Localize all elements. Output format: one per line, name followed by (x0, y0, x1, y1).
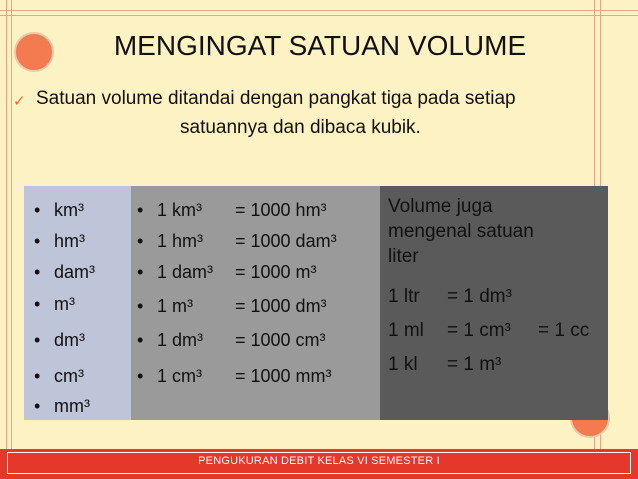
liter-note-line-3: liter (388, 246, 419, 267)
conversion-row: • 1 hm³ (137, 231, 204, 251)
liter-row-a: 1 ml (388, 320, 424, 341)
unit-item: • m³ (34, 294, 75, 314)
liter-note-line-1: Volume juga (388, 196, 493, 217)
conversion-value: = 1000 mm³ (235, 366, 332, 386)
liter-row-b: = 1 m³ (447, 354, 502, 375)
conversion-row: • 1 dam³ (137, 262, 214, 282)
decor-line-left (6, 0, 7, 479)
footer-text: PENGUKURAN DEBIT KELAS VI SEMESTER I (198, 455, 440, 467)
liter-row-b: = 1 cm³ (447, 320, 511, 341)
conversion-row: • 1 dm³ (137, 330, 204, 350)
conversion-value: = 1000 m³ (235, 262, 317, 282)
decor-line-top-2 (0, 15, 638, 16)
intro-line-2: satuannya dan dibaca kubik. (180, 117, 421, 138)
checkmark-bullet-icon: ✓ (13, 93, 26, 110)
decor-line-top (0, 10, 638, 11)
conversion-row: • 1 km³ (137, 200, 202, 220)
conversion-row: • 1 m³ (137, 296, 193, 316)
unit-item: • hm³ (34, 231, 85, 251)
decor-circle-top-left (14, 32, 54, 72)
liter-note-line-2: mengenal satuan (388, 221, 534, 242)
unit-item: • cm³ (34, 366, 84, 386)
page-title: MENGINGAT SATUAN VOLUME (113, 30, 527, 61)
unit-item: • mm³ (34, 396, 90, 416)
liter-row-a: 1 kl (388, 354, 418, 375)
decor-line-left-2 (11, 0, 12, 479)
conversion-row: • 1 cm³ (137, 366, 202, 386)
conversion-value: = 1000 cm³ (235, 330, 326, 350)
unit-item: • km³ (34, 200, 84, 220)
conversion-value: = 1000 dam³ (235, 231, 337, 251)
conversion-value: = 1000 dm³ (235, 296, 327, 316)
unit-item: • dam³ (34, 262, 96, 282)
liter-row-a: 1 ltr (388, 286, 420, 307)
liter-row-c: = 1 cc (538, 320, 590, 341)
liter-row-b: = 1 dm³ (447, 286, 512, 307)
unit-item: • dm³ (34, 330, 85, 350)
conversion-value: = 1000 hm³ (235, 200, 327, 220)
intro-line-1: Satuan volume ditandai dengan pangkat tiga pada setiap (36, 88, 516, 109)
